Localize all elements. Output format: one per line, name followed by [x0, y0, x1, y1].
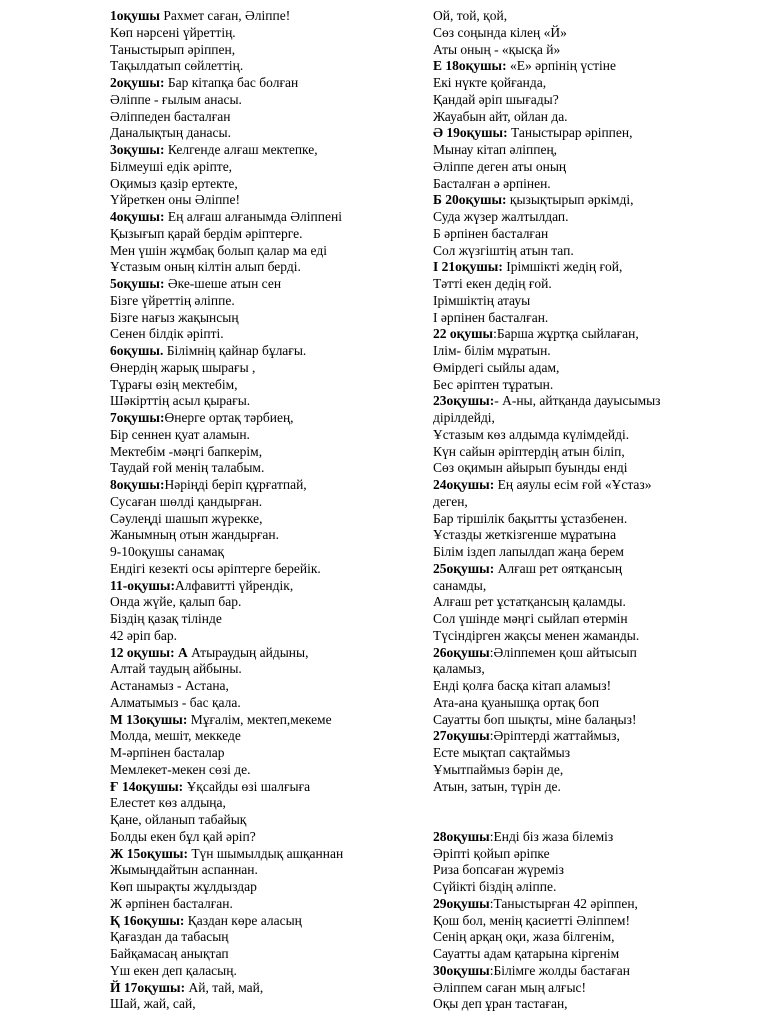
line-text: Енді қолға басқа кітап аламыз! — [433, 678, 612, 693]
poem-line — [433, 645, 753, 662]
speaker-label: Ә 19оқушы: — [433, 125, 508, 141]
poem-line — [433, 92, 753, 109]
speaker-label: 26оқушы — [433, 644, 490, 660]
poem-line — [433, 310, 753, 327]
poem-line — [110, 343, 410, 360]
line-text: Үш екен деп қаласың. — [110, 962, 237, 978]
poem-line — [110, 779, 410, 796]
poem-line — [433, 477, 753, 494]
poem-line — [433, 25, 753, 42]
poem-line — [110, 544, 410, 561]
poem-line — [433, 561, 753, 578]
line-text: Қош бол, менің қасиетті Әліппем! — [433, 912, 630, 928]
speaker-label: І 21оқушы: — [433, 259, 503, 275]
line-text: Сөз оқимын айырып буынды енді — [433, 460, 628, 476]
line-text: Екі нүкте қойғанда, — [433, 75, 547, 90]
poem-line — [110, 494, 410, 511]
line-text: Білмеуші едік әріпте, — [110, 158, 233, 174]
line-text: Ұмытпаймыз бәрін де, — [433, 761, 564, 777]
line-text: Бір сеннен қуат аламын. — [110, 426, 250, 442]
stanza-gap — [433, 795, 753, 829]
line-text: Әліппеден басталған — [110, 108, 231, 124]
line-text: Рахмет саған, Әліппе! — [159, 8, 291, 23]
poem-line — [110, 427, 410, 444]
line-text: Даналықтың данасы. — [110, 125, 231, 141]
poem-line — [433, 929, 753, 946]
poem-line — [433, 963, 753, 980]
line-text: Сәулеңді шашып жүрекке, — [110, 510, 263, 526]
line-text: Ой, той, қой, — [433, 8, 508, 23]
line-text: Қане, ойланып табайық — [110, 812, 247, 827]
poem-line — [110, 460, 410, 477]
line-text: Таныстырып әріппен, — [110, 41, 236, 57]
speaker-label: 23оқушы: — [433, 393, 495, 409]
poem-line — [110, 209, 410, 226]
poem-line — [433, 326, 753, 343]
poem-line — [110, 913, 410, 930]
poem-line — [433, 8, 753, 25]
poem-line — [433, 226, 753, 243]
line-text: Бес әріптен тұратын. — [433, 376, 554, 392]
line-text: Көп шырақты жұлдыздар — [110, 879, 257, 894]
poem-line — [433, 661, 753, 678]
speaker-label: Б 20оқушы: — [433, 192, 507, 208]
poem-line — [110, 92, 410, 109]
line-text: Ұстазым көз алдымда күлімдейді. — [433, 426, 630, 442]
poem-line — [433, 42, 753, 59]
poem-line — [110, 611, 410, 628]
line-text: Қызығып қарай бердім әріптерге. — [110, 225, 303, 241]
poem-line — [110, 243, 410, 260]
line-text: Сүйікті біздің әліппе. — [433, 879, 557, 894]
line-text: 42 әріп бар. — [110, 627, 177, 643]
line-text: Атын, затын, түрін де. — [433, 778, 561, 794]
line-text: Ірімшікті жедің ғой, — [502, 259, 623, 275]
poem-line — [110, 795, 410, 812]
poem-line — [433, 142, 753, 159]
poem-line — [110, 712, 410, 729]
line-text: Таудай ғой менің талабым. — [110, 460, 265, 476]
poem-line — [433, 259, 753, 276]
line-text: :Білімге жолды бастаған — [489, 962, 631, 978]
line-text: Ірімшіктің атауы — [433, 292, 531, 308]
speaker-label: 5оқушы: — [110, 276, 165, 291]
line-text: Бар тіршілік бақытты ұстазбенен. — [433, 510, 628, 526]
poem-line — [433, 176, 753, 193]
poem-line — [433, 829, 753, 846]
poem-line — [433, 896, 753, 913]
line-text: Өмірдегі сыйлы адам, — [433, 359, 560, 375]
speaker-label: 12 оқушы: А — [110, 644, 188, 660]
line-text: Нәріңді беріп құрғатпай, — [164, 477, 307, 492]
poem-line — [433, 243, 753, 260]
poem-line — [110, 896, 410, 913]
line-text: Ілім- білім мұратын. — [433, 343, 551, 358]
speaker-label: Ғ 14оқушы: — [110, 778, 184, 794]
line-text: Оқимыз қазір ертекте, — [110, 175, 238, 191]
line-text: Таныстырар әріппен, — [507, 125, 633, 141]
poem-line — [110, 829, 410, 846]
speaker-label: Қ 16оқушы: — [110, 912, 185, 928]
poem-line — [110, 393, 410, 410]
line-text: Мұғалім, мектеп,мекеме — [187, 711, 332, 727]
line-text: Алтай таудың айбыны. — [110, 661, 242, 677]
speaker-label: 1оқушы — [110, 8, 160, 23]
line-text: Жанымның отын жандырған. — [110, 527, 279, 543]
line-text: Әріпті қойып әріпке — [433, 845, 550, 861]
line-text: Білімнің қайнар бұлағы. — [163, 343, 307, 358]
poem-line — [110, 578, 410, 595]
line-text: Ж әрпінен басталған. — [110, 895, 233, 911]
speaker-label: 30оқушы — [433, 962, 490, 978]
line-text: Жымыңдайтын аспаннан. — [110, 862, 258, 878]
line-text: Тәтті екен дедің ғой. — [433, 276, 552, 291]
line-text: Мектебім -мәңгі бапкерім, — [110, 443, 263, 459]
line-text: Әліппе - ғылым анасы. — [110, 91, 242, 107]
poem-line — [110, 58, 410, 75]
speaker-label: 7оқушы: — [110, 410, 165, 425]
line-text: Мынау кітап әліппең, — [433, 142, 558, 157]
poem-line — [433, 862, 753, 879]
poem-line — [110, 293, 410, 310]
poem-line — [433, 996, 753, 1013]
poem-line — [433, 779, 753, 796]
line-text: Ай, тай, май, — [185, 979, 264, 995]
line-text: Тұрағы өзің мектебім, — [110, 376, 238, 392]
poem-line — [110, 159, 410, 176]
poem-line — [110, 728, 410, 745]
poem-line — [110, 176, 410, 193]
poem-line — [110, 192, 410, 209]
line-text: Байқамасаң анықтап — [110, 946, 229, 961]
line-text: Білім іздеп лапылдап жаңа берем — [433, 544, 624, 559]
speaker-label: 11-оқушы: — [110, 577, 175, 593]
poem-line — [110, 645, 410, 662]
poem-line — [433, 75, 753, 92]
poem-line — [433, 511, 753, 528]
line-text: Ұқсайды өзі шалғыға — [183, 778, 311, 794]
poem-line — [433, 980, 753, 997]
line-text: Қаздан көре аласың — [184, 912, 302, 928]
poem-line — [433, 427, 753, 444]
poem-line — [433, 846, 753, 863]
line-text: Сенің арқаң оқи, жаза білгенім, — [433, 929, 615, 945]
poem-line — [110, 745, 410, 762]
speaker-label: 8оқушы: — [110, 477, 165, 492]
line-text: Ата-ана қуанышқа ортақ боп — [433, 694, 600, 710]
poem-line — [110, 444, 410, 461]
poem-line — [110, 75, 410, 92]
poem-line — [110, 879, 410, 896]
right-column — [433, 8, 753, 1013]
line-text: Үйреткен оны Әліппе! — [110, 192, 241, 208]
line-text: :Таныстырған 42 әріппен, — [489, 895, 638, 911]
line-text: Ұстазым оның кілтін алып берді. — [110, 259, 301, 275]
poem-line — [433, 460, 753, 477]
poem-line — [433, 360, 753, 377]
poem-line — [110, 477, 410, 494]
line-text: М-әрпінен басталар — [110, 745, 225, 760]
line-text: Күн сайын әріптердің атын біліп, — [433, 443, 625, 459]
poem-line — [110, 42, 410, 59]
line-text: Өнерге ортақ тәрбиең, — [164, 410, 294, 425]
poem-line — [110, 8, 410, 25]
line-text: Бізге үйреттің әліппе. — [110, 292, 235, 308]
line-text: 9-10оқушы санамақ — [110, 544, 225, 559]
poem-line — [110, 326, 410, 343]
line-text: Бар кітапқа бас болған — [164, 75, 299, 90]
line-text: Астанамыз - Астана, — [110, 678, 229, 693]
poem-line — [433, 377, 753, 394]
poem-line — [433, 913, 753, 930]
poem-line — [433, 946, 753, 963]
speaker-label: 27оқушы — [433, 728, 490, 744]
line-text: Өнердің жарық шырағы , — [110, 359, 256, 375]
poem-line — [110, 377, 410, 394]
line-text: Біздің қазақ тілінде — [110, 611, 222, 626]
poem-line — [433, 678, 753, 695]
line-text: Түн шымылдық ашқаннан — [187, 845, 344, 861]
poem-line — [433, 527, 753, 544]
line-text: Онда жүйе, қалып бар. — [110, 594, 242, 610]
line-text: Суда жүзер жалтылдап. — [433, 209, 569, 224]
poem-line — [433, 209, 753, 226]
line-text: қызықтырып әркімді, — [506, 192, 634, 208]
line-text: Келгенде алғаш мектепке, — [164, 142, 318, 157]
poem-line — [433, 712, 753, 729]
line-text: :Енді біз жаза білеміз — [489, 828, 614, 844]
line-text: Жауабын айт, ойлан да. — [433, 108, 568, 124]
poem-line — [110, 846, 410, 863]
poem-line — [110, 561, 410, 578]
speaker-label: 25оқушы: — [433, 560, 495, 576]
line-text: деген, — [433, 493, 468, 509]
line-text: Алғаш рет ұстатқансың қаламды. — [433, 594, 626, 610]
line-text: :Әріптерді жаттаймыз, — [489, 728, 620, 744]
poem-line — [110, 695, 410, 712]
line-text: санамды, — [433, 577, 487, 593]
line-text: :Барша жұртқа сыйлаған, — [493, 326, 639, 342]
poem-line — [110, 946, 410, 963]
line-text: Көп нәрсені үйреттің. — [110, 24, 236, 40]
poem-line — [433, 109, 753, 126]
speaker-label: 6оқушы. — [110, 343, 164, 358]
line-text: Сауатты боп шықты, міне балаңыз! — [433, 711, 637, 727]
speaker-label: 28оқушы — [433, 828, 490, 844]
poem-line — [110, 109, 410, 126]
speaker-label: Й 17оқушы: — [110, 979, 186, 995]
line-text: Ең аяулы есім ғой «Ұстаз» — [494, 477, 652, 492]
line-text: «Е» әрпінің үстіне — [506, 58, 616, 74]
line-text: Мен үшін жұмбақ болып қалар ма еді — [110, 242, 327, 258]
line-text: Оқы деп ұран тастаған, — [433, 996, 568, 1012]
speaker-label: Ж 15оқушы: — [110, 845, 188, 861]
poem-line — [433, 276, 753, 293]
poem-line — [433, 444, 753, 461]
poem-line — [110, 678, 410, 695]
poem-line — [110, 762, 410, 779]
speaker-label: 24оқушы: — [433, 477, 495, 492]
speaker-label: 2оқушы: — [110, 75, 165, 90]
poem-line — [110, 980, 410, 997]
poem-line — [110, 125, 410, 142]
speaker-label: Е 18оқушы: — [433, 58, 507, 74]
line-text: Сөз соңында кілең «Й» — [433, 24, 567, 40]
poem-line — [433, 192, 753, 209]
line-text: - А-ны, айтқанда дауысымыз — [494, 393, 661, 409]
speaker-label: 3оқушы: — [110, 142, 165, 157]
line-text: Молда, мешіт, меккеде — [110, 728, 241, 744]
line-text: Болды екен бұл қай әріп? — [110, 828, 256, 844]
poem-line — [110, 812, 410, 829]
line-text: Сауатты адам қатарына кіргенім — [433, 946, 620, 961]
line-text: І әрпінен басталған. — [433, 309, 549, 325]
poem-line — [433, 611, 753, 628]
line-text: Сенен білдік әріпті. — [110, 326, 224, 342]
line-text: Атыраудың айдыны, — [187, 644, 309, 660]
line-text: Елестет көз алдыңа, — [110, 795, 226, 811]
line-text: Аты оның - «қысқа й» — [433, 41, 561, 57]
line-text: Әке-шеше атын сен — [164, 276, 282, 291]
poem-line — [433, 343, 753, 360]
line-text: Ұстазды жеткізгенше мұратына — [433, 527, 617, 543]
line-text: Түсіндірген жақсы менен жаманды. — [433, 627, 640, 643]
line-text: Мемлекет-мекен сөзі де. — [110, 761, 251, 777]
speaker-label: 22 оқушы — [433, 326, 494, 342]
poem-line — [433, 494, 753, 511]
line-text: Қағаздан да табасың — [110, 929, 229, 945]
poem-line — [433, 159, 753, 176]
poem-line — [433, 879, 753, 896]
line-text: Ең алғаш алғанымда Әліппені — [164, 209, 342, 224]
poem-line — [110, 996, 410, 1013]
line-text: Сусаған шөлді қандырған. — [110, 493, 263, 509]
speaker-label: М 13оқушы: — [110, 711, 188, 727]
poem-line — [110, 929, 410, 946]
poem-line — [110, 410, 410, 427]
poem-line — [110, 963, 410, 980]
poem-line — [110, 310, 410, 327]
speaker-label: 4оқушы: — [110, 209, 165, 224]
line-text: Шай, жай, сай, — [110, 996, 196, 1012]
poem-line — [110, 259, 410, 276]
line-text: Алматымыз - бас қала. — [110, 694, 241, 710]
poem-line — [110, 360, 410, 377]
line-text: Риза бопсаған жүреміз — [433, 862, 564, 878]
poem-line — [433, 695, 753, 712]
line-text: Сол жүзгіштің атын тап. — [433, 242, 574, 258]
poem-line — [110, 661, 410, 678]
line-text: Қандай әріп шығады? — [433, 91, 559, 107]
poem-line — [433, 293, 753, 310]
line-text: Бізге нағыз жақынсың — [110, 309, 239, 325]
poem-line — [433, 544, 753, 561]
poem-line — [110, 226, 410, 243]
line-text: Әліппем саған мың алғыс! — [433, 979, 587, 995]
poem-line — [110, 511, 410, 528]
poem-line — [433, 58, 753, 75]
line-text: Тақылдатып сөйлеттің. — [110, 58, 244, 74]
line-text: Басталған ә әрпінен. — [433, 175, 551, 191]
line-text: :Әліппемен қош айтысып — [489, 644, 637, 660]
poem-line — [433, 578, 753, 595]
poem-line — [433, 410, 753, 427]
poem-line — [110, 527, 410, 544]
poem-line — [110, 276, 410, 293]
poem-line — [110, 142, 410, 159]
poem-line — [110, 862, 410, 879]
line-text: Әліппе деген аты оның — [433, 158, 567, 174]
line-text: Алғаш рет оятқансың — [494, 560, 623, 576]
line-text: Б әрпінен басталған — [433, 225, 549, 241]
poem-line — [433, 728, 753, 745]
poem-line — [433, 745, 753, 762]
left-column — [110, 8, 410, 1013]
poem-line — [433, 594, 753, 611]
line-text: Ендігі кезекті осы әріптерге берейік. — [110, 560, 321, 576]
line-text: қаламыз, — [433, 661, 485, 677]
line-text: Есте мықтап сақтаймыз — [433, 745, 571, 760]
speaker-label: 29оқушы — [433, 895, 490, 911]
poem-line — [110, 594, 410, 611]
line-text: дірілдейді, — [433, 410, 495, 425]
line-text: Сол үшінде мәңгі сыйлап өтермін — [433, 611, 628, 626]
poem-line — [433, 125, 753, 142]
poem-line — [433, 628, 753, 645]
poem-line — [110, 25, 410, 42]
poem-line — [433, 762, 753, 779]
line-text: Алфавитті үйрендік, — [174, 577, 294, 593]
poem-line — [433, 393, 753, 410]
poem-line — [110, 628, 410, 645]
line-text: Шәкірттің асыл қырағы. — [110, 393, 251, 409]
